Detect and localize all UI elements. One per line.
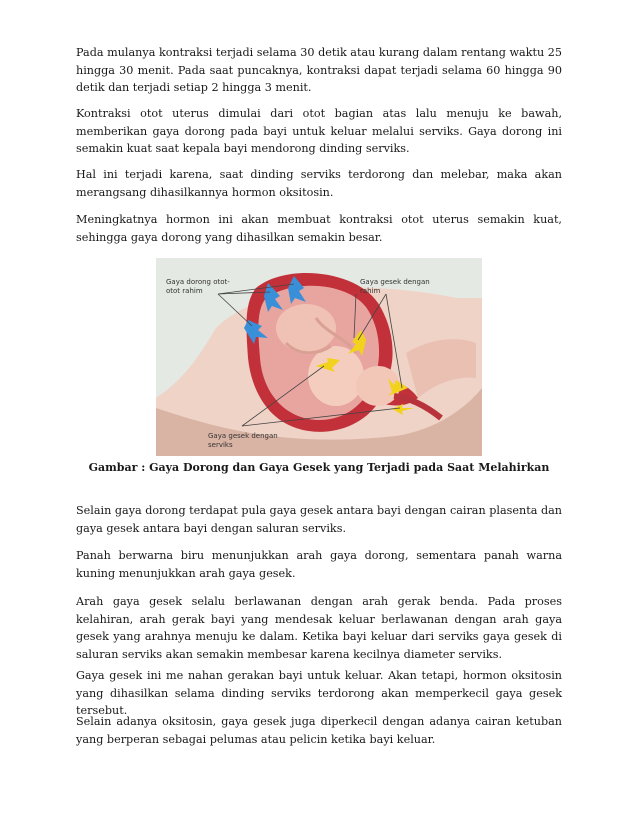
label-friction-uterus [360, 278, 430, 295]
baby-body [308, 346, 364, 406]
label-push-line-1: Gaya dorong otot- [166, 278, 230, 286]
figure-caption: Gambar : Gaya Dorong dan Gaya Gesek yang Terjadi pada Saat Melahirkan [88, 461, 550, 474]
label-push-line-2: otot rahim [166, 286, 203, 295]
paragraph-friction-hold: Gaya gesek ini me nahan gerakan bayi untuk keluar. Akan tetapi, hormon oksitosin yang dihasilkan selama dinding serviks terdorong akan memperkecil gaya gesek tersebut. [76, 669, 562, 717]
childbirth-force-illustration [156, 258, 482, 456]
paragraph-oxytocin-stimulus: Hal ini terjadi karena, saat dinding serviks terdorong dan melebar, maka akan merangsang dihasilkannya hormon oksitosin. [76, 168, 562, 199]
paragraph-friction-intro: Selain gaya dorong terdapat pula gaya gesek antara bayi dengan cairan plasenta dan gaya gesek antara bayi dengan saluran serviks. [76, 504, 562, 535]
paragraph-friction-direction: Arah gaya gesek selalu berlawanan dengan arah gerak benda. Pada proses kelahiran, arah gerak bayi yang mendesak keluar berlawanan dengan arah gaya gesek yang arahnya menuju ke dalam. Ketika bayi keluar dari serviks gaya gesek di saluran serviks akan semakin membesar karena kecilnya diameter serviks. [76, 595, 562, 661]
paragraph-hormon-increase: Meningkatnya hormon ini akan membuat kontraksi otot uterus semakin kuat, sehingga gaya dorong yang dihasilkan semakin besar. [76, 213, 562, 244]
paragraph-arrow-colors: Panah berwarna biru menunjukkan arah gaya dorong, sementara panah warna kuning menunjukkan arah gaya gesek. [76, 549, 562, 580]
label-friction-cervix-line-2: serviks [208, 440, 233, 449]
paragraph-amniotic-lubricant: Selain adanya oksitosin, gaya gesek juga diperkecil dengan adanya cairan ketuban yang berperan sebagai pelumas atau pelicin ketika bayi keluar. [76, 715, 562, 746]
paragraph-uterus-contraction: Kontraksi otot uterus dimulai dari otot bagian atas lalu menuju ke bawah, memberikan gaya dorong pada bayi untuk keluar melalui serviks. Gaya dorong ini semakin kuat saat kepala bayi mendorong dinding serviks. [76, 107, 562, 155]
label-friction-uterus-line-1: Gaya gesek dengan [360, 278, 430, 286]
label-friction-cervix-line-1: Gaya gesek dengan [208, 432, 278, 440]
label-friction-uterus-line-2: rahim [360, 286, 381, 295]
label-push-force [166, 278, 230, 295]
paragraph-contraction-duration: Pada mulanya kontraksi terjadi selama 30 detik atau kurang dalam rentang waktu 25 hingga 30 menit. Pada saat puncaknya, kontraksi dapat terjadi selama 60 hingga 90 detik dan terjadi setiap 2 hingga 3 menit. [76, 46, 562, 94]
label-friction-cervix [208, 432, 278, 449]
